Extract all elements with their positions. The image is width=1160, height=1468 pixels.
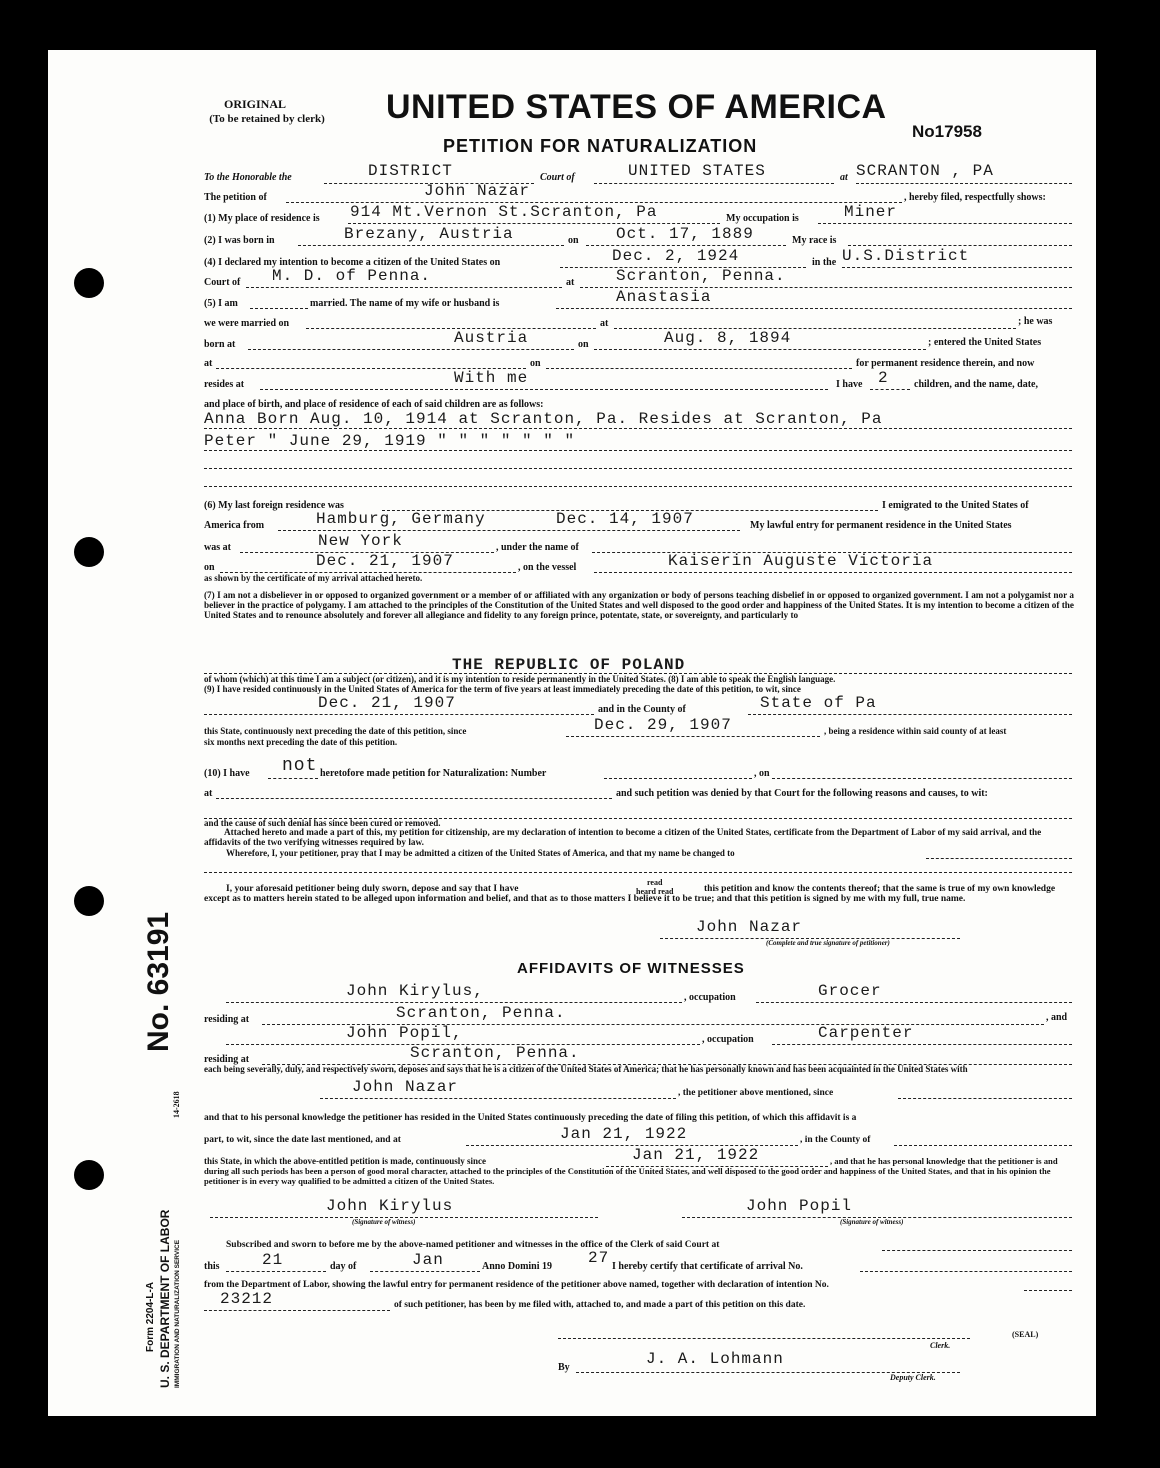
court-location: SCRANTON , PA [856,162,994,180]
clause-9: (9) I have resided continuously in the United States of America for the term of five years at least immediately preceding the date of this petition, to wit, since [204,684,801,694]
witness-petitioner-name: John Nazar [352,1078,459,1096]
spouse-birthdate: Aug. 8, 1894 [664,329,792,347]
witness-2-signature: John Popil [746,1197,853,1215]
state-residence-since: Dec. 29, 1907 [594,716,732,734]
punch-hole [74,268,104,298]
birthplace: Brezany, Austria [344,225,514,243]
occupation: Miner [844,203,898,221]
declaration-number: 23212 [220,1290,274,1308]
label-to: To the Honorable the [204,172,292,183]
punch-hole [74,1160,104,1190]
spouse-name: Anastasia [616,288,712,306]
declaration-location: Scranton, Penna. [616,267,786,285]
retained-label: (To be retained by clerk) [209,113,325,125]
service-label: IMMIGRATION AND NATURALIZATION SERVICE [174,1239,181,1388]
birthdate: Oct. 17, 1889 [616,225,754,243]
witness-known-since: Jan 21, 1922 [560,1125,688,1143]
punch-hole [74,537,104,567]
witnesses-title: AFFIDAVITS OF WITNESSES [517,960,745,977]
county: State of Pa [760,694,877,712]
witness-moral-statement: , and that he has personal knowledge that the petitioner is and during all such periods has been a person of good moral character, attached to the principles of the Constitution of the United States, and well disposed to the good order and happiness of the United States, and that in his opinion the petitioner is in every way qualified to be admitted a citizen of the United States. [204,1156,1058,1186]
attached-clause: Attached hereto and made a part of this, my petition for citizenship, are my declaration of intention to become a citizen of the United States, certificate from the Department of Labor of my said arrival, and the affidavits of the two verifying witnesses required by law. [204,827,1042,847]
witness-2-occupation: Carpenter [818,1024,914,1042]
entry-date: Dec. 21, 1907 [316,552,454,570]
clause-7: (7) I am not a disbeliever in or opposed to organized government or a member of or affiliated with any organization or body of persons teaching disbelief in or opposed to organized government. I am not a polygamist nor a believer in the practice of polygamy. I am attached to the principles of the Constitution of the United States and well disposed to the good order and happiness of the United States. It is my intention to become a citizen of the United States and to renounce absolutely and forever all allegiance and fidelity to any foreign prince, potentate, state, or sovereignty, and particularly to [204,590,1074,620]
witness-state-since: Jan 21, 1922 [632,1146,760,1164]
child-2: Peter " June 29, 1919 " " " " " " " [204,432,576,450]
form-name: Form 2204-L-A [145,1281,156,1352]
witness-2-name: John Popil, [346,1024,463,1042]
witness-1-signature: John Kirylus [326,1197,454,1215]
residence: 914 Mt.Vernon St.Scranton, Pa [350,203,658,221]
residence-since: Dec. 21, 1907 [318,694,456,712]
witness-statement: each being severally, duly, and respectively sworn, deposes and says that he is a citizen of the United States of America; that he has personally known and has been acquainted in the United States with [204,1064,968,1074]
witness-1-occupation: Grocer [818,982,882,1000]
petitioner-signature: John Nazar [696,918,803,936]
original-label: ORIGINAL [224,97,287,111]
jurat-day: 21 [262,1251,284,1269]
prior-petition-not: not [282,756,318,776]
witness-1-name: John Kirylus, [346,982,484,1000]
department-label: U. S. DEPARTMENT OF LABOR [158,1209,172,1388]
emigration-date: Dec. 14, 1907 [556,510,694,528]
jurat-month: Jan [412,1251,444,1269]
child-1: Anna Born Aug. 10, 1914 at Scranton, Pa. Resides at Scranton, Pa [204,410,883,428]
petition-number: No17958 [912,122,982,141]
renounced-country: THE REPUBLIC OF POLAND [452,656,686,674]
spouse-residence: With me [454,369,529,387]
page-title: UNITED STATES OF AMERICA [386,88,887,126]
read-options: read heard read [636,878,674,896]
entry-port: New York [318,532,403,550]
court-of: UNITED STATES [628,162,766,180]
punch-hole [74,886,104,916]
deputy-clerk-signature: J. A. Lohmann [646,1350,784,1368]
declaration-court: U.S.District [842,247,970,265]
oath-text: this petition and know the contents thereof; that the same is true of my own knowledge except as to matters herein stated to be alleged upon information and belief, and that as to those matters I believe it to be true; and that this petition is signed by me with my full, true name. [204,884,1056,904]
witness-1-residence: Scranton, Penna. [396,1004,566,1022]
witness-2-residence: Scranton, Penna. [410,1044,580,1062]
vessel-name: Kaiserin Auguste Victoria [668,552,934,570]
spouse-birthplace: Austria [454,329,529,347]
jurat-year: 27 [588,1249,610,1267]
stamp-number: No. 63191 [142,911,175,1052]
form-code: 14-2618 [172,1091,181,1118]
emigrated-from: Hamburg, Germany [316,510,486,528]
seal-label: (SEAL) [1012,1330,1039,1339]
petitioner-name: John Nazar [424,182,531,200]
children-count: 2 [878,369,889,387]
court-name: DISTRICT [368,162,453,180]
clause-8: of whom (which) at this time I am a subject (or citizen), and it is my intention to reside permanently in the United States. (8) I am able to speak the English language. [204,674,836,684]
declaration-date: Dec. 2, 1924 [612,247,740,265]
page-subtitle: PETITION FOR NATURALIZATION [443,136,758,156]
wherefore-clause: Wherefore, I, your petitioner, pray that I may be admitted a citizen of the United States of America, and that my name be changed to [226,848,735,858]
declaration-district: M. D. of Penna. [272,267,432,285]
